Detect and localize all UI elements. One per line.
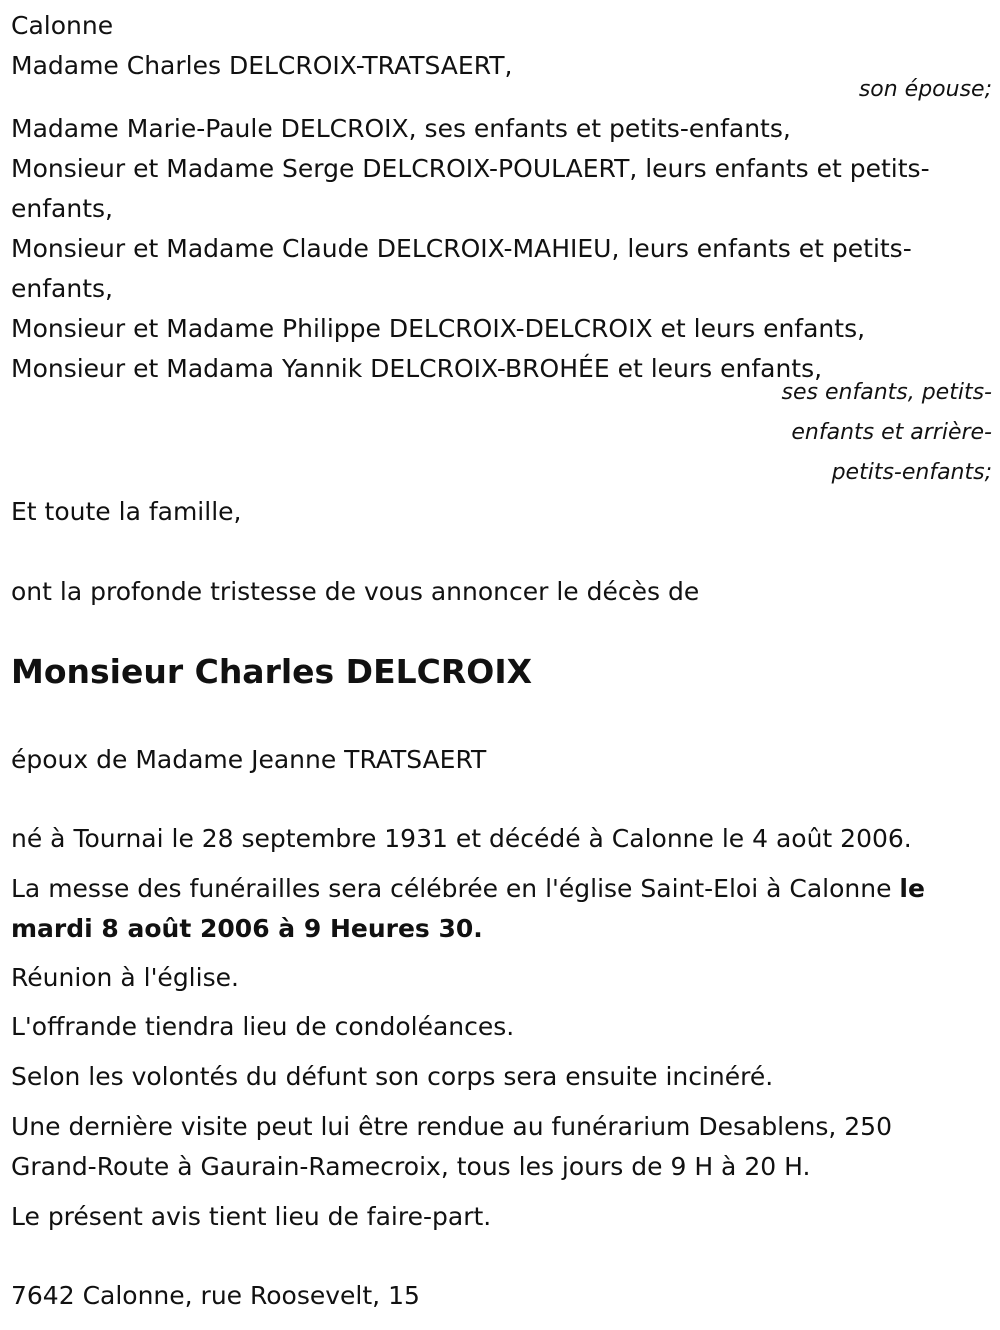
children-role-line: petits-enfants; <box>831 460 992 485</box>
cremation-line: Selon les volontés du défunt son corps sera ensuite incinéré. <box>11 1062 774 1091</box>
children-line: Monsieur et Madama Yannik DELCROIX-BROHÉE et leurs enfants, <box>11 354 823 383</box>
husband-of: époux de Madame Jeanne TRATSAERT <box>11 745 487 774</box>
mass-intro: La messe des funérailles sera célébrée en l'église Saint-Eloi à Calonne <box>11 874 892 903</box>
announcement: ont la profonde tristesse de vous annoncer le décès de <box>11 577 700 606</box>
notice-line: Le présent avis tient lieu de faire-part. <box>11 1202 492 1231</box>
children-line: enfants, <box>11 194 113 223</box>
mass-date: mardi 8 août 2006 à 9 Heures 30. <box>11 914 483 943</box>
meeting-line: Réunion à l'église. <box>11 963 239 992</box>
children-role-line: enfants et arrière- <box>791 420 992 445</box>
spouse-name: Madame Charles DELCROIX-TRATSAERT, <box>11 51 513 80</box>
offering-line: L'offrande tiendra lieu de condoléances. <box>11 1012 515 1041</box>
mass-date-start: le <box>899 874 925 903</box>
deceased-name: Monsieur Charles DELCROIX <box>11 652 533 691</box>
place-line: Calonne <box>11 11 114 40</box>
address-line: 7642 Calonne, rue Roosevelt, 15 <box>11 1281 420 1310</box>
family-line: Et toute la famille, <box>11 497 242 526</box>
children-line: Monsieur et Madame Philippe DELCROIX-DELCROIX et leurs enfants, <box>11 314 866 343</box>
birth-death: né à Tournai le 28 septembre 1931 et décédé à Calonne le 4 août 2006. <box>11 824 912 853</box>
visit-line-2: Grand-Route à Gaurain-Ramecroix, tous les jours de 9 H à 20 H. <box>11 1152 811 1181</box>
children-line: Monsieur et Madame Claude DELCROIX-MAHIEU, leurs enfants et petits- <box>11 234 912 263</box>
children-line: enfants, <box>11 274 113 303</box>
spouse-role: son épouse; <box>858 77 992 102</box>
children-line: Monsieur et Madame Serge DELCROIX-POULAERT, leurs enfants et petits- <box>11 154 930 183</box>
children-role-line: ses enfants, petits- <box>781 380 992 405</box>
children-line: Madame Marie-Paule DELCROIX, ses enfants et petits-enfants, <box>11 114 791 143</box>
visit-line-1: Une dernière visite peut lui être rendue au funérarium Desablens, 250 <box>11 1112 892 1141</box>
mass-line-1 <box>11 869 992 909</box>
